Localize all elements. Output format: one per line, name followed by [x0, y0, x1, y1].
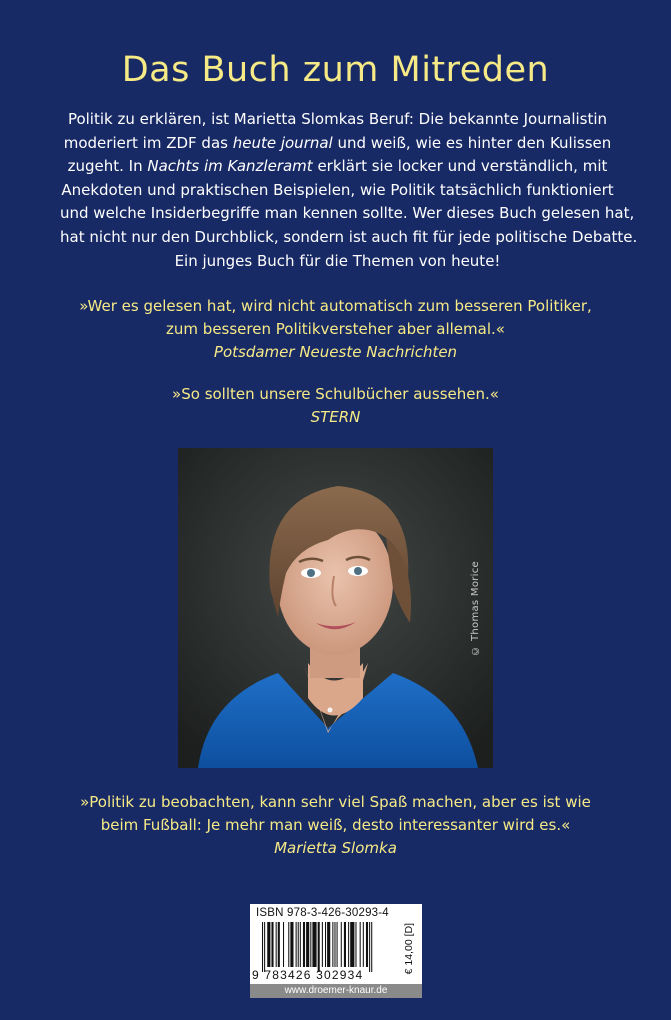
blurb-line: hat nicht nur den Durchblick, sondern ist auch fit für jede politische Debatte. [60, 227, 638, 246]
book-description [60, 108, 638, 273]
quote-line: »So sollten unsere Schulbücher aussehen.« [172, 385, 499, 403]
book-title-italic: Nachts im Kanzleramt [147, 157, 313, 176]
barcode-bar [262, 922, 263, 972]
press-quote-potsdamer [0, 295, 671, 364]
barcode-bar [360, 922, 361, 967]
barcode-bar [332, 922, 333, 967]
show-title-italic: heute journal [232, 133, 333, 152]
blurb-line: Politik zu erklären, ist Marietta Slomkas Beruf: Die bekannte Journalistin [67, 110, 608, 128]
portrait-illustration [178, 448, 493, 768]
quote-line: »Wer es gelesen hat, wird nicht automatisch zum besseren Politiker, [79, 297, 592, 315]
quote-source: Marietta Slomka [274, 839, 397, 857]
barcode-bar [298, 922, 299, 967]
barcode-bar [327, 922, 330, 967]
barcode-bar [300, 922, 301, 967]
barcode-bar [283, 922, 284, 967]
photo-credit: © Thomas Morice [470, 560, 481, 656]
barcode-bar [337, 922, 338, 967]
barcode-bar [290, 922, 293, 967]
quote-line: »Politik zu beobachten, kann sehr viel Spaß machen, aber es ist wie [80, 793, 591, 811]
barcode-bar [334, 922, 335, 967]
barcode-bar [366, 922, 368, 967]
barcode-bars [262, 922, 396, 972]
ean-number: 9 783426 302934 [252, 968, 364, 982]
barcode-bar [322, 922, 323, 967]
quote-source: STERN [310, 408, 361, 426]
barcode-bar [363, 922, 364, 967]
blurb-line: zugeht. In Nachts im Kanzleramt erklärt sie locker und verständlich, mit [67, 157, 608, 176]
blurb-line: und welche Insiderbegriffe man kennen sollte. Wer dieses Buch gelesen hat, [60, 204, 635, 223]
barcode-bar [306, 922, 309, 967]
barcode-bar [344, 922, 346, 967]
barcode-bar [271, 922, 273, 967]
barcode-bar [303, 922, 305, 967]
isbn-label: ISBN 978-3-426-30293-4 [256, 907, 389, 919]
publisher-website[interactable]: www.droemer-knaur.de [250, 984, 422, 998]
price-label: € 14,00 [D] [403, 923, 415, 975]
barcode-bar [264, 922, 265, 972]
barcode-bar [355, 922, 356, 967]
cover-title: Das Buch zum Mitreden [121, 50, 550, 90]
isbn-barcode [250, 904, 422, 984]
barcode-bar [296, 922, 297, 967]
barcode-bar [341, 922, 342, 967]
quote-line: zum besseren Politikversteher aber allemal.« [166, 320, 505, 338]
barcode-bar [318, 922, 320, 972]
quote-line: beim Fußball: Je mehr man weiß, desto interessanter wird es.« [100, 816, 571, 834]
barcode-bar [371, 922, 372, 972]
barcode-bar [267, 922, 270, 967]
blurb-line: Ein junges Buch für die Themen von heute! [174, 251, 501, 270]
barcode-bar [276, 922, 277, 967]
blurb-line: Anekdoten und praktischen Beispielen, wie Politik tatsächlich funktioniert [61, 180, 614, 199]
barcode-bar [288, 922, 289, 967]
barcode-bar [325, 922, 326, 967]
quote-source: Potsdamer Neueste Nachrichten [213, 343, 458, 361]
barcode-bar [350, 922, 354, 967]
barcode-bar [348, 922, 349, 967]
barcode-bar [369, 922, 370, 972]
author-quote [0, 791, 671, 860]
author-portrait [178, 448, 493, 768]
press-quote-stern [0, 383, 671, 429]
barcode-bar [312, 922, 316, 967]
barcode-bar [310, 922, 311, 967]
blurb-line: moderiert im ZDF das heute journal und weiß, wie es hinter den Kulissen [63, 133, 612, 152]
barcode-bar [278, 922, 280, 967]
